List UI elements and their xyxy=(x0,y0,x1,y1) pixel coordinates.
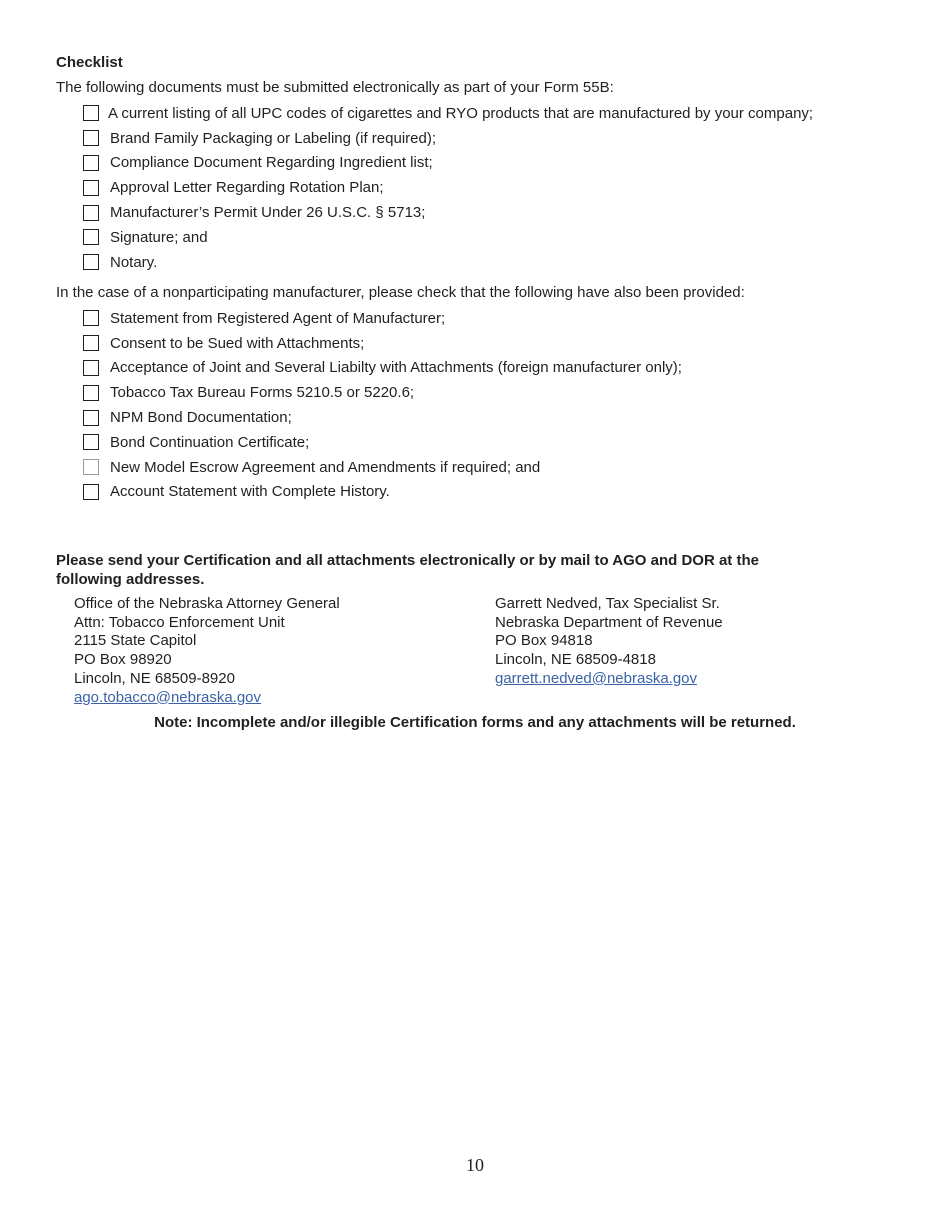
item-label: NPM Bond Documentation; xyxy=(110,409,292,427)
item-label: Acceptance of Joint and Several Liabilty with Attachments (foreign manufacturer only); xyxy=(110,359,682,377)
item-label: Notary. xyxy=(110,253,158,271)
checkbox[interactable] xyxy=(83,410,99,426)
checkbox[interactable] xyxy=(83,229,99,245)
send-instructions: Please send your Certification and all attachments electronically or by mail to AGO and DOR at the following addresses. xyxy=(56,552,759,588)
list-item xyxy=(83,356,682,381)
checklist-intro: The following documents must be submitted electronically as part of your Form 55B: xyxy=(56,79,614,96)
address-line: Garrett Nedved, Tax Specialist Sr. xyxy=(495,595,720,612)
list-item xyxy=(83,405,682,430)
page-number: 10 xyxy=(466,1155,484,1175)
list-item xyxy=(83,175,813,200)
note-returned-forms: Note: Incomplete and/or illegible Certification forms and any attachments will be returned. xyxy=(154,714,796,731)
checkbox[interactable] xyxy=(83,434,99,450)
checkbox[interactable] xyxy=(83,335,99,351)
checkbox[interactable] xyxy=(83,205,99,221)
item-label: Tobacco Tax Bureau Forms 5210.5 or 5220.6; xyxy=(110,384,415,402)
address-line: Lincoln, NE 68509-8920 xyxy=(74,669,235,687)
item-label: Approval Letter Regarding Rotation Plan; xyxy=(110,179,384,197)
list-item xyxy=(83,101,813,126)
list-item xyxy=(83,480,682,505)
list-item xyxy=(83,225,813,250)
list-item xyxy=(83,250,813,275)
item-label: Account Statement with Complete History. xyxy=(110,483,390,501)
checkbox[interactable] xyxy=(83,155,99,171)
checkbox[interactable] xyxy=(83,360,99,376)
item-label: Bond Continuation Certificate; xyxy=(110,433,310,451)
checklist-heading: Checklist xyxy=(56,54,123,71)
address-line: Lincoln, NE 68509-4818 xyxy=(495,651,656,669)
address-line: Nebraska Department of Revenue xyxy=(495,613,723,631)
list-item xyxy=(83,126,813,151)
dor-email-link[interactable]: garrett.nedved@nebraska.gov xyxy=(495,669,698,687)
address-line: PO Box 98920 xyxy=(74,651,172,669)
address-line: Attn: Tobacco Enforcement Unit xyxy=(74,613,285,631)
ago-email-link[interactable]: ago.tobacco@nebraska.gov xyxy=(74,688,262,706)
checkbox[interactable] xyxy=(83,459,99,475)
item-label: Signature; and xyxy=(110,228,208,246)
npm-documents-list xyxy=(83,306,682,504)
list-item xyxy=(83,306,682,331)
checkbox[interactable] xyxy=(83,385,99,401)
required-documents-list xyxy=(83,101,813,275)
item-label: Statement from Registered Agent of Manufacturer; xyxy=(110,309,446,327)
item-label: Consent to be Sued with Attachments; xyxy=(110,334,365,352)
item-label: A current listing of all UPC codes of cigarettes and RYO products that are manufactured by your company; xyxy=(108,104,814,122)
list-item xyxy=(83,455,682,480)
address-line: PO Box 94818 xyxy=(495,632,593,650)
list-item xyxy=(83,380,682,405)
npm-intro: In the case of a nonparticipating manufacturer, please check that the following have also been provided: xyxy=(56,284,745,301)
checkbox[interactable] xyxy=(83,484,99,500)
address-line: Office of the Nebraska Attorney General xyxy=(74,595,340,612)
list-item xyxy=(83,331,682,356)
list-item xyxy=(83,200,813,225)
dor-address-block xyxy=(495,595,723,689)
checkbox[interactable] xyxy=(83,310,99,326)
address-line: 2115 State Capitol xyxy=(74,632,197,650)
item-label: Brand Family Packaging or Labeling (if required); xyxy=(110,129,436,147)
checkbox[interactable] xyxy=(83,130,99,146)
ago-address-block xyxy=(74,595,340,707)
checkbox[interactable] xyxy=(83,105,99,121)
list-item xyxy=(83,430,682,455)
checkbox[interactable] xyxy=(83,254,99,270)
item-label: Compliance Document Regarding Ingredient list; xyxy=(110,154,433,172)
list-item xyxy=(83,151,813,176)
item-label: Manufacturer’s Permit Under 26 U.S.C. § 5713; xyxy=(110,204,426,222)
item-label: New Model Escrow Agreement and Amendments if required; and xyxy=(110,458,541,476)
checkbox[interactable] xyxy=(83,180,99,196)
